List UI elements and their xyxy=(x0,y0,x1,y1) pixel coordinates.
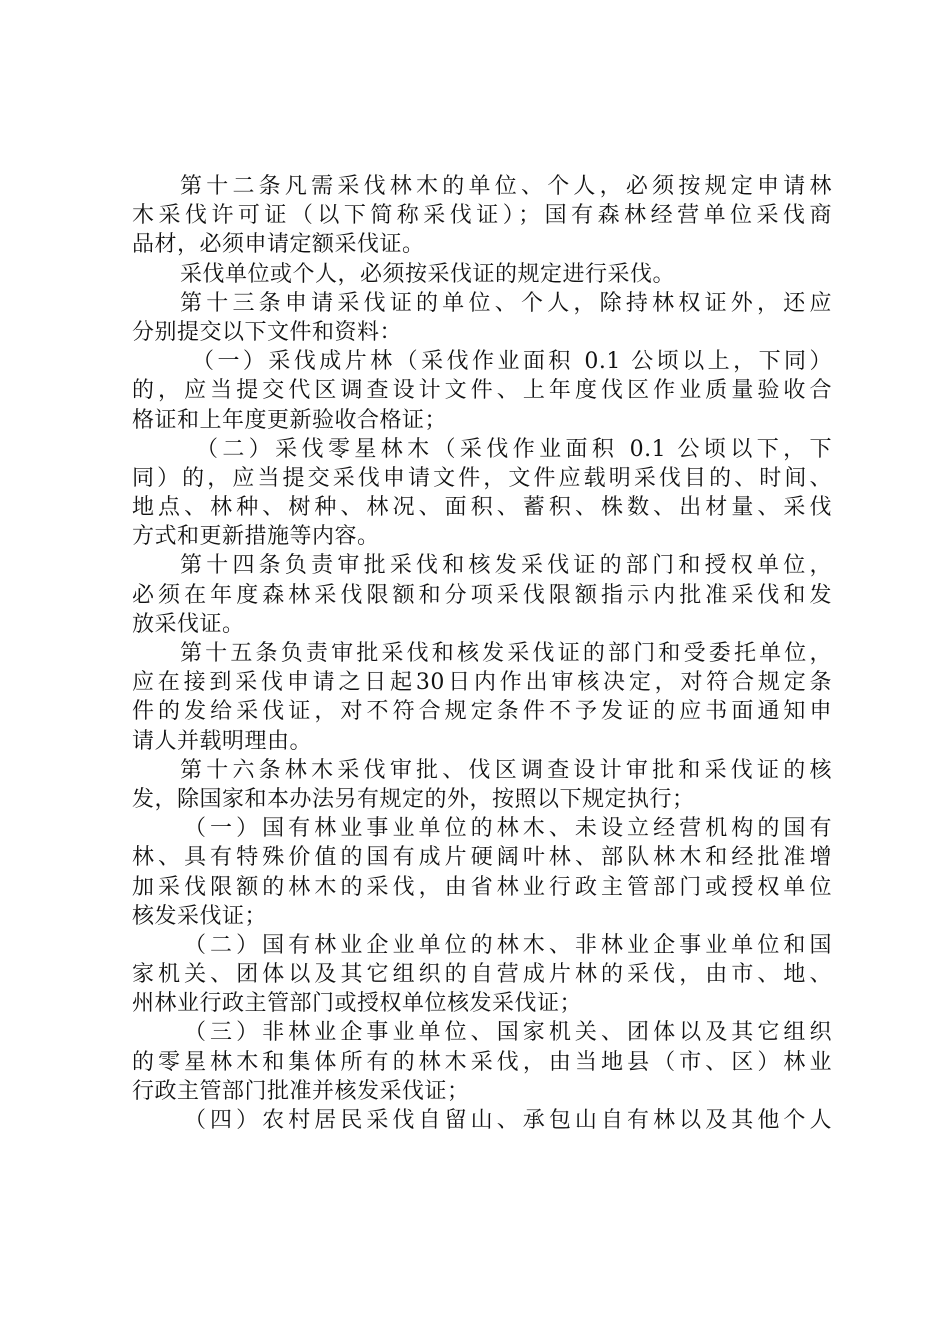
text-line: （四）农村居民采伐自留山、承包山自有林以及其他个人 xyxy=(184,1108,832,1133)
text-line: 发，除国家和本办法另有规定的外，按照以下规定执行； xyxy=(132,786,695,812)
text-line: 家机关、团体以及其它组织的自营成片林的采伐，由市、地、 xyxy=(132,962,832,988)
text-line: 品材，必须申请定额采伐证。 xyxy=(132,232,425,258)
text-line: 应在接到采伐申请之日起30日内作出审核决定，对符合规定条 xyxy=(132,670,832,696)
text-line: （一）采伐成片林（采伐作业面积 0.1 公顷以上，下同） xyxy=(192,349,832,375)
text-line: 方式和更新措施等内容。 xyxy=(132,524,380,550)
text-line: 格证和上年度更新验收合格证； xyxy=(132,407,448,433)
text-line: 放采伐证。 xyxy=(132,611,245,637)
text-line: （三）非林业企事业单位、国家机关、团体以及其它组织 xyxy=(184,1020,832,1046)
text-line: 林、具有特殊价值的国有成片硬阔叶林、部队林木和经批准增 xyxy=(132,845,832,871)
text-line: 的，应当提交代区调查设计文件、上年度伐区作业质量验收合 xyxy=(132,378,832,404)
text-line: 行政主管部门批准并核发采伐证； xyxy=(132,1078,470,1104)
document-body xyxy=(132,172,832,1135)
text-line: 件的发给采伐证，对不符合规定条件不予发证的应书面通知申 xyxy=(132,699,832,725)
text-line: （二）国有林业企业单位的林木、非林业企事业单位和国 xyxy=(184,932,832,958)
text-line: 核发采伐证； xyxy=(132,903,268,929)
text-line: 分别提交以下文件和资料： xyxy=(132,319,403,345)
text-line: 地点、林种、树种、林况、面积、蓄积、株数、出材量、采伐 xyxy=(132,495,832,521)
text-line: 第十三条申请采伐证的单位、个人，除持林权证外，还应 xyxy=(180,290,832,316)
text-line: 的零星林木和集体所有的林木采伐，由当地县（市、区）林业 xyxy=(132,1049,832,1075)
text-line: （一）国有林业事业单位的林木、未设立经营机构的国有 xyxy=(184,816,832,842)
text-line: 第十四条负责审批采伐和核发采伐证的部门和授权单位， xyxy=(180,553,832,579)
text-line: 采伐单位或个人，必须按采伐证的规定进行采伐。 xyxy=(180,261,676,287)
text-line: 州林业行政主管部门或授权单位核发采伐证； xyxy=(132,991,583,1017)
text-line: 第十五条负责审批采伐和核发采伐证的部门和受委托单位， xyxy=(180,641,832,666)
text-line: 第十六条林木采伐审批、伐区调查设计审批和采伐证的核 xyxy=(180,757,832,783)
text-line: 请人并载明理由。 xyxy=(132,728,313,754)
text-line: 同）的，应当提交采伐申请文件，文件应载明采伐目的、时间、 xyxy=(132,465,832,491)
text-line: 第十二条凡需采伐林木的单位、个人，必须按规定申请林 xyxy=(180,174,832,199)
text-line: 木采伐许可证（以下简称采伐证）；国有森林经营单位采伐商 xyxy=(132,203,832,229)
text-line: 加采伐限额的林木的采伐，由省林业行政主管部门或授权单位 xyxy=(132,874,832,900)
text-line: （二）采伐零星林木（采伐作业面积 0.1 公顷以下，下 xyxy=(196,436,832,462)
text-line: 必须在年度森林采伐限额和分项采伐限额指示内批准采伐和发 xyxy=(132,582,832,608)
